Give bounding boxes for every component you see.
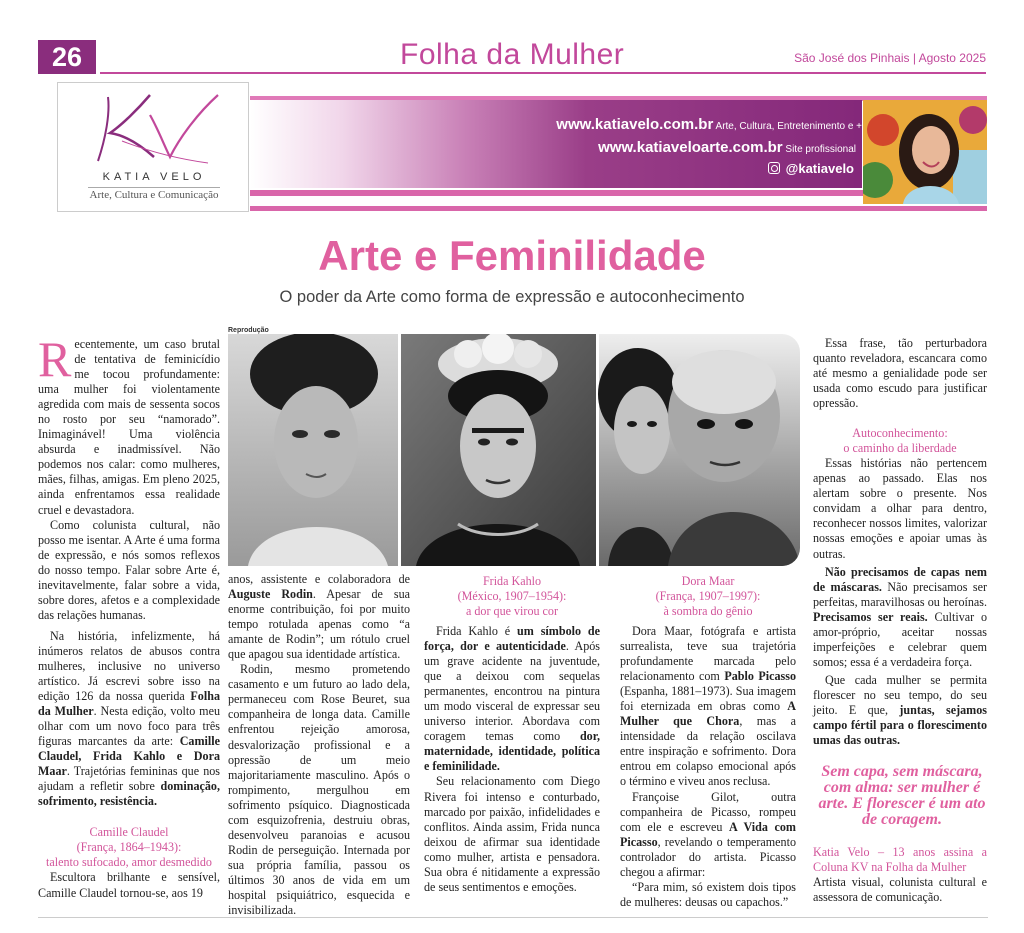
kv-logo [57, 82, 249, 212]
paragraph: Essas histórias não pertencem apenas ao passado. Elas nos alertam sobre o presente. Nos convidam a olhar para dentro, reconhecer nossos limites, valorizar nossas emoções e apoiar umas às outras. [813, 456, 987, 561]
section-heading-camille: Camille Claudel (França, 1864–1943): talento sufocado, amor desmedido [46, 825, 212, 870]
section-heading-dora: Dora Maar (França, 1907–1997): à sombra do gênio [655, 574, 761, 618]
bio-text: Artista visual, colunista cultural e assessora de comunicação. [813, 875, 987, 905]
paragraph: Seu relacionamento com Diego Rivera foi intenso e conturbado, marcado por paixão, infidelidades e conflitos. Ainda assim, Frida nunca deixou de afirmar sua identidade como mulher, artista e pensadora. Sua obra é nitidamente a expressão de seus sentimentos e emoções. [424, 774, 600, 894]
column-4 [620, 574, 796, 910]
kv-monogram-logo [58, 85, 250, 171]
bio-title: Katia Velo – 13 anos assina a Coluna KV na Folha da Mulher [813, 845, 987, 875]
edition-info: São José dos Pinhais | Agosto 2025 [794, 51, 986, 65]
url-1-text[interactable]: www.katiavelo.com.br [556, 116, 714, 133]
instagram-handle[interactable] [640, 161, 854, 176]
section-heading-frida: Frida Kahlo (México, 1907–1954): a dor que virou cor [457, 574, 567, 618]
paragraph: Essa frase, tão perturbadora quanto reveladora, escancara como até mesmo a genialidade pode ser usada como escudo para justificar opressão. [813, 336, 987, 411]
page-number: 26 [38, 40, 96, 74]
article-subtitle: O poder da Arte como forma de expressão e autoconhecimento [279, 288, 745, 306]
paragraph: Rodin, mesmo prometendo casamento e um futuro ao lado dela, permaneceu com Rose Beuret, sua companheira de longa data. Camille enfrentou rejeição amorosa, desvalorização profissional e a opressão de um meio majoritariamente masculino. Após o rompimento, mergulhou em sofrimento psíquico. Diagnosticada com esquizofrenia, destruiu obras, desenvolveu paranoias e acusou Rodin de perseguição. Internada por sua própria família, passou os últimos 30 anos de vida em um hospital psiquiátrico, esquecida e invisibilizada. [228, 662, 410, 918]
url-2-desc: Site profissional [785, 144, 856, 155]
column-2 [228, 572, 410, 918]
footer-rule [38, 917, 988, 918]
column-3 [424, 574, 600, 895]
banner-url-1[interactable] [490, 116, 862, 133]
paragraph: Frida Kahlo é um símbolo de força, dor e autenticidade. Após um grave acidente na juventude, que a deixou com sequelas permanentes, encontrou na pintura um modo visceral de expressar seu universo interior. Abordava com coragem temas como dor, maternidade, identidade, política e feminilidade. [424, 624, 600, 774]
instagram-text[interactable]: @katiavelo [785, 161, 854, 176]
header-rule [100, 72, 986, 74]
paragraph: Como colunista cultural, não posso me isentar. A Arte é uma forma de expressão, e nós somos reflexos do nosso tempo. Falar sobre Arte é, inevitavelmente, falar sobre a vida, sobre dores, afetos e a complexidade das relações humanas. [38, 517, 220, 622]
banner-url-2[interactable] [490, 139, 856, 156]
paragraph: Dora Maar, fotógrafa e artista surrealista, teve sua trajetória profundamente marcada pelo relacionamento com Pablo Picasso (Espanha, 1881–1973). Sua imagem foi eternizada em obras como A Mulher que Chora, mas a intensidade da relação oscilava entre inspiração e sofrimento. Dora entrou em colapso emocional após o término e viveu anos reclusa. [620, 624, 796, 789]
photo-credit: Reprodução [228, 327, 269, 334]
publication-name: Folha da Mulher [400, 38, 625, 71]
column-5 [813, 336, 987, 748]
paragraph-text: ecentemente, um caso brutal de tentativa de feminicídio me tocou profundamente: uma mulher foi violentamente agredida com mais de sessenta socos no rosto por seu “namorado”. Inimaginável! Uma violência absurda e inadmissível. Não podemos nos calar: como mulheres, mães, filhas, amigas. Em pleno 2025, ainda enfrentamos essa realidade cruel e devastadora. [38, 337, 220, 517]
author-bio [813, 845, 987, 905]
url-2-text[interactable]: www.katiaveloarte.com.br [598, 139, 783, 156]
dropcap: R [38, 331, 72, 387]
paragraph: Françoise Gilot, outra companheira de Picasso, rompeu com ele e escreveu A Vida com Picasso, revelando o temperamento controlador do artista. Picasso chegou a afirmar: [620, 789, 796, 879]
paragraph [38, 331, 220, 518]
paragraph: Na história, infelizmente, há inúmeros relatos de abusos contra mulheres, inclusive no universo artístico. Já escrevi sobre isso na edição 126 da nossa querida Folha da Mulher. Nesta edição, volto meu olhar com um novo foco para três figuras marcantes da arte: Camille Claudel, Frida Kahlo e Dora Maar. Trajetórias femininas que nos ajudam a refletir sobre dominação, sofrimento, resistência. [38, 628, 220, 809]
section-heading-autoconhecimento: Autoconhecimento: o caminho da liberdade [843, 426, 957, 456]
paragraph: Que cada mulher se permita florescer no seu tempo, do seu jeito. E que, juntas, sejamos campo fértil para o florescimento umas das outras. [813, 672, 987, 748]
instagram-icon [768, 162, 780, 174]
artists-photo-strip [228, 334, 800, 566]
logo-name: KATIA VELO [102, 171, 206, 183]
author-portrait-photo [863, 100, 987, 204]
paragraph: anos, assistente e colaboradora de Auguste Rodin. Apesar de sua enorme contribuição, foi por muito tempo rotulada apenas como “a amante de Rodin”; um rótulo cruel que apagou sua identidade artística. [228, 572, 411, 662]
article-title: Arte e Feminilidade [318, 232, 706, 279]
logo-tagline: Arte, Cultura e Comunicação [89, 189, 219, 201]
paragraph: Não precisamos de capas nem de máscaras. Não precisamos ser perfeitas, maravilhosas ou heroínas. Precisamos ser reais. Cultivar o amor-próprio, aceitar nossas imperfeições e celebrar quem somos; essa é a verdadeira força. [813, 564, 987, 669]
url-1-desc: Arte, Cultura, Entretenimento e + [715, 121, 862, 132]
column-1 [38, 331, 220, 901]
logo-divider [88, 187, 220, 188]
paragraph: Escultora brilhante e sensível, Camille Claudel tornou-se, aos 19 [38, 870, 220, 900]
banner-stripe-bottom-2 [250, 206, 987, 211]
paragraph: “Para mim, só existem dois tipos de mulheres: deusas ou capachos.” [620, 879, 796, 909]
pull-quote: Sem capa, sem máscara, com alma: ser mulher é arte. E florescer é um ato de coragem. [818, 763, 986, 828]
